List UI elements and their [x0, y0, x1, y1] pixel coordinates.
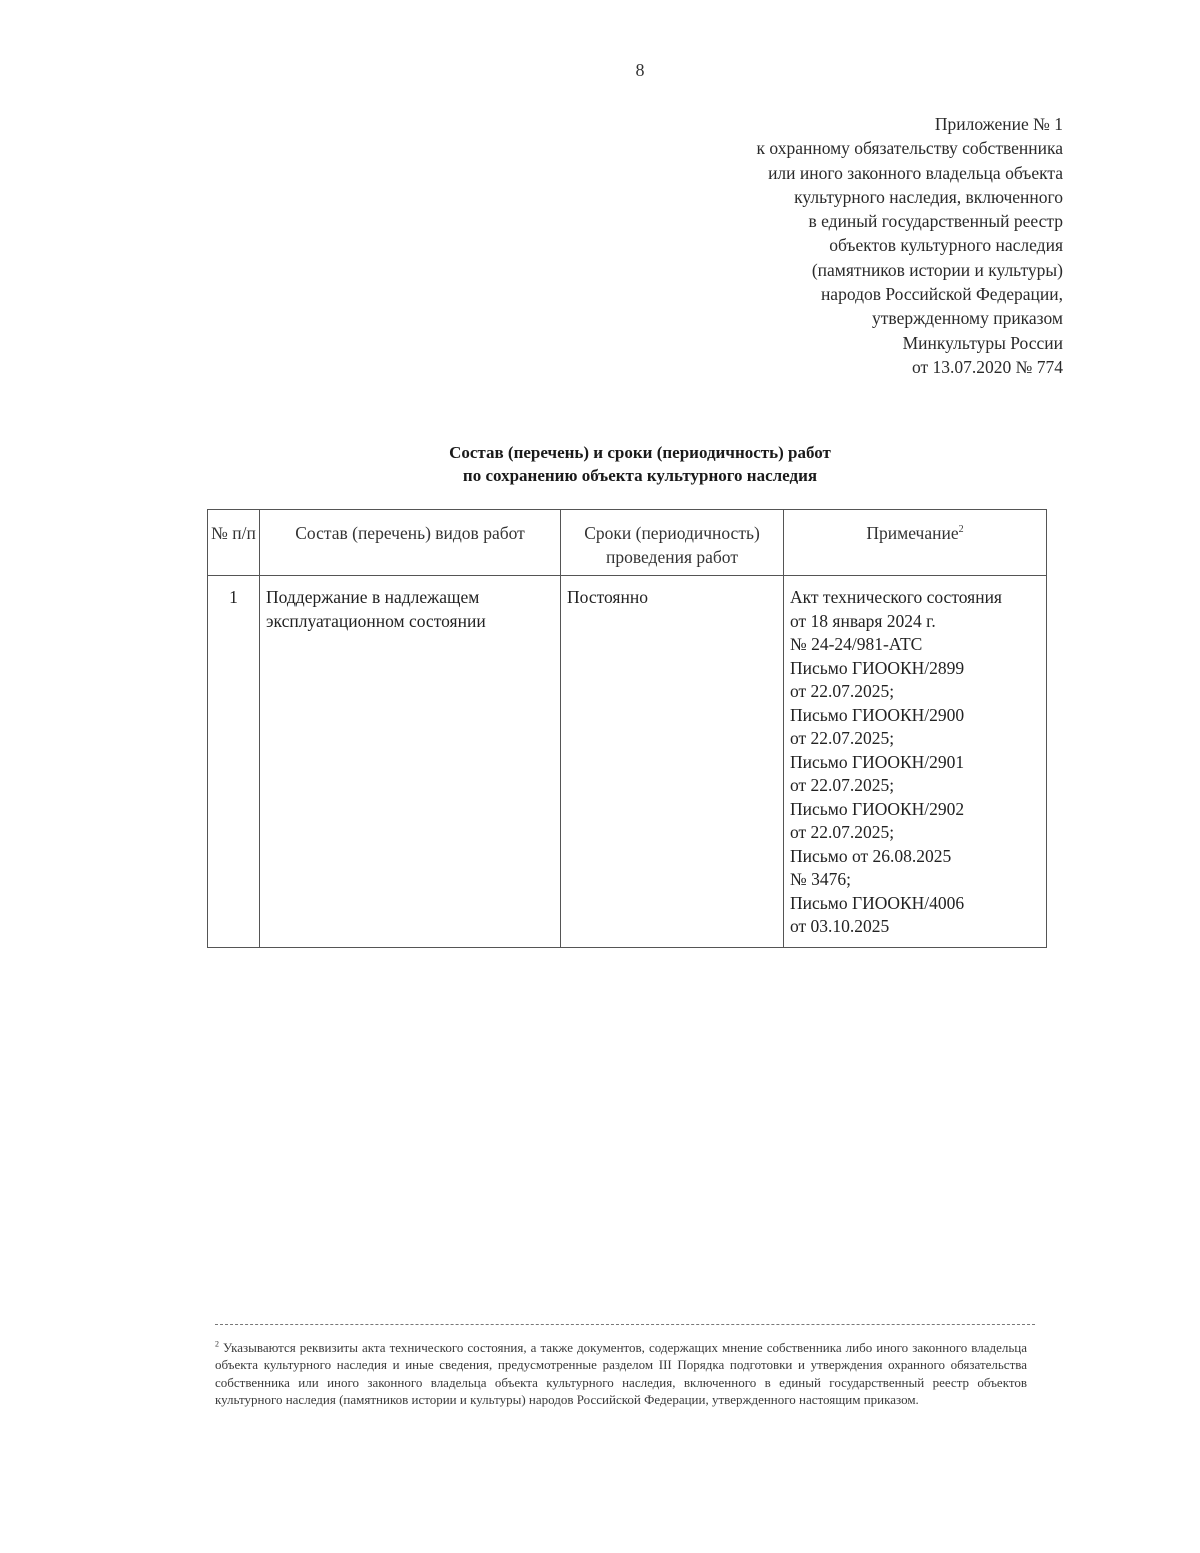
- appendix-line: в единый государственный реестр: [808, 211, 1063, 232]
- note-line: Акт технического состояния: [790, 587, 1002, 607]
- footnote-text: Указываются реквизиты акта технического состояния, а также документов, содержащих мнение собственника либо иного законного владельца объекта культурного наследия и иные сведения, предусмотренные разделом III Порядка подготовки и утверждения охранного обязательства собственника или иного законного владельца объекта культурного наследия, включенного в единый государственный реестр объектов культурного наследия (памятников истории и культуры) народов Российской Федерации, утвержденного настоящим приказом.: [215, 1340, 1027, 1408]
- footnote-divider: [215, 1324, 1035, 1325]
- note-line: от 03.10.2025: [790, 916, 890, 936]
- note-line: Письмо ГИООКН/4006: [790, 892, 965, 913]
- works-table: [207, 509, 1047, 948]
- appendix-line: народов Российской Федерации,: [820, 284, 1063, 305]
- note-line: № 24-24/981-АТС: [790, 634, 923, 654]
- appendix-line: к охранному обязательству собственника: [756, 138, 1063, 159]
- cell-num: 1: [208, 576, 260, 948]
- document-title-line-1: Состав (перечень) и сроки (периодичность) работ: [449, 443, 831, 462]
- appendix-line: Приложение № 1: [934, 114, 1063, 134]
- note-line: от 22.07.2025;: [790, 681, 895, 701]
- footnote-marker: 2: [215, 1339, 219, 1349]
- note-line: Письмо ГИООКН/2902: [790, 798, 965, 819]
- header-note: [784, 510, 1047, 576]
- header-num: № п/п: [208, 510, 260, 576]
- note-line: Письмо от 26.08.2025: [790, 845, 952, 866]
- note-line: от 22.07.2025;: [790, 728, 895, 748]
- appendix-line: объектов культурного наследия: [829, 235, 1063, 256]
- footnote: [215, 1339, 1027, 1409]
- appendix-line: утвержденному приказом: [872, 308, 1063, 329]
- table-row: [208, 576, 1047, 948]
- appendix-line: или иного законного владельца объекта: [768, 162, 1063, 183]
- note-line: Письмо ГИООКН/2899: [790, 657, 965, 678]
- note-line: от 18 января 2024 г.: [790, 610, 936, 631]
- appendix-line: (памятников истории и культуры): [811, 259, 1063, 280]
- note-line: от 22.07.2025;: [790, 822, 895, 842]
- cell-work: Поддержание в надлежащем эксплуатационном состоянии: [260, 576, 561, 948]
- appendix-header: [643, 112, 1063, 379]
- table-header-row: [208, 510, 1047, 576]
- note-line: № 3476;: [790, 869, 851, 889]
- header-work: Состав (перечень) видов работ: [260, 510, 561, 576]
- appendix-line: культурного наследия, включенного: [794, 186, 1063, 207]
- page-number: 8: [635, 60, 645, 80]
- document-title-line-2: по сохранению объекта культурного наследия: [462, 466, 818, 485]
- cell-term: Постоянно: [561, 576, 784, 948]
- note-line: Письмо ГИООКН/2901: [790, 751, 965, 772]
- note-line: от 22.07.2025;: [790, 775, 895, 795]
- appendix-line: Минкультуры России: [902, 332, 1063, 353]
- header-note-label: Примечание: [866, 523, 959, 543]
- document-title: [0, 441, 1200, 487]
- header-term: Сроки (периодичность) проведения работ: [561, 510, 784, 576]
- header-note-footnote-ref: 2: [958, 524, 964, 536]
- note-line: Письмо ГИООКН/2900: [790, 704, 965, 725]
- appendix-line: от 13.07.2020 № 774: [912, 356, 1063, 377]
- cell-note: [784, 576, 1047, 948]
